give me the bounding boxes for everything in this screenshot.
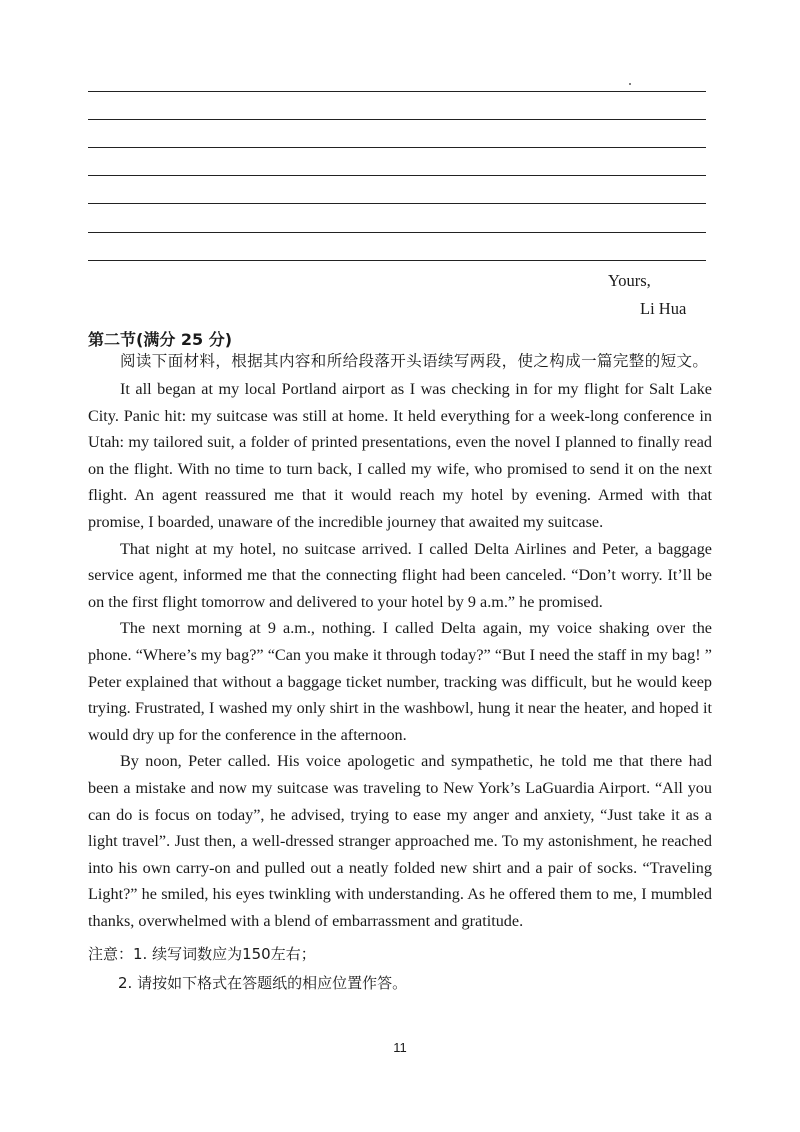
stray-mark	[629, 83, 631, 85]
closing-name: Li Hua	[640, 299, 687, 318]
writing-line	[88, 175, 706, 176]
passage-paragraph: That night at my hotel, no suitcase arrived. I called Delta Airlines and Peter, a baggage service agent, informed me that the connecting flight had been canceled. “Don’t worry. It’ll be on the first flight tomorrow and delivered to your hotel by 9 a.m.” he promised.	[88, 539, 712, 611]
reading-passage	[88, 376, 712, 934]
writing-line	[88, 203, 706, 204]
passage-paragraph: It all began at my local Portland airport as I was checking in for my flight for Salt Lake City. Panic hit: my suitcase was still at home. It held everything for a week-long conference in Utah: my tailored suit, a folder of printed presentations, even the novel I planned to finally read on the flight. With no time to turn back, I called my wife, who promised to send it on the next flight. An agent reassured me that it would reach my hotel by evening. Armed with that promise, I boarded, unaware of the incredible journey that awaited my suitcase.	[88, 380, 712, 531]
section-title: 第二节(满分 25 分)	[88, 330, 233, 349]
note-1: 注意：1. 续写词数应为150左右；	[88, 945, 316, 963]
section-instruction: 阅读下面材料，根据其内容和所给段落开头语续写两段，使之构成一篇完整的短文。	[120, 352, 709, 370]
passage-paragraph: The next morning at 9 a.m., nothing. I called Delta again, my voice shaking over the phone. “Where’s my bag?” “Can you make it through today?” “But I need the staff in my bag! ” Peter explained that without a baggage ticket number, tracking was difficult, but he would keep trying. Frustrated, I washed my only shirt in the washbowl, hung it near the heater, and hoped it would dry up for the conference in the afternoon.	[88, 619, 712, 744]
writing-line	[88, 232, 706, 233]
page-number: 11	[393, 1040, 407, 1055]
passage-paragraph: By noon, Peter called. His voice apologetic and sympathetic, he told me that there had been a mistake and now my suitcase was traveling to New York’s LaGuardia Airport. “All you can do is focus on today”, he advised, trying to ease my anger and anxiety, “Just take it as a light travel”. Just then, a well-dressed stranger approached me. To my astonishment, he reached into his own carry-on and pulled out a neatly folded new shirt and a pair of socks. “Traveling Light?” he smiled, his eyes twinkling with understanding. As he offered them to me, I mumbled thanks, overwhelmed with a blend of embarrassment and gratitude.	[88, 752, 712, 930]
note-2: 2. 请按如下格式在答题纸的相应位置作答。	[118, 974, 408, 992]
closing-salutation: Yours,	[608, 271, 651, 290]
writing-line	[88, 119, 706, 120]
writing-line	[88, 91, 706, 92]
notes-block	[88, 940, 712, 998]
writing-line	[88, 260, 706, 261]
writing-line	[88, 147, 706, 148]
